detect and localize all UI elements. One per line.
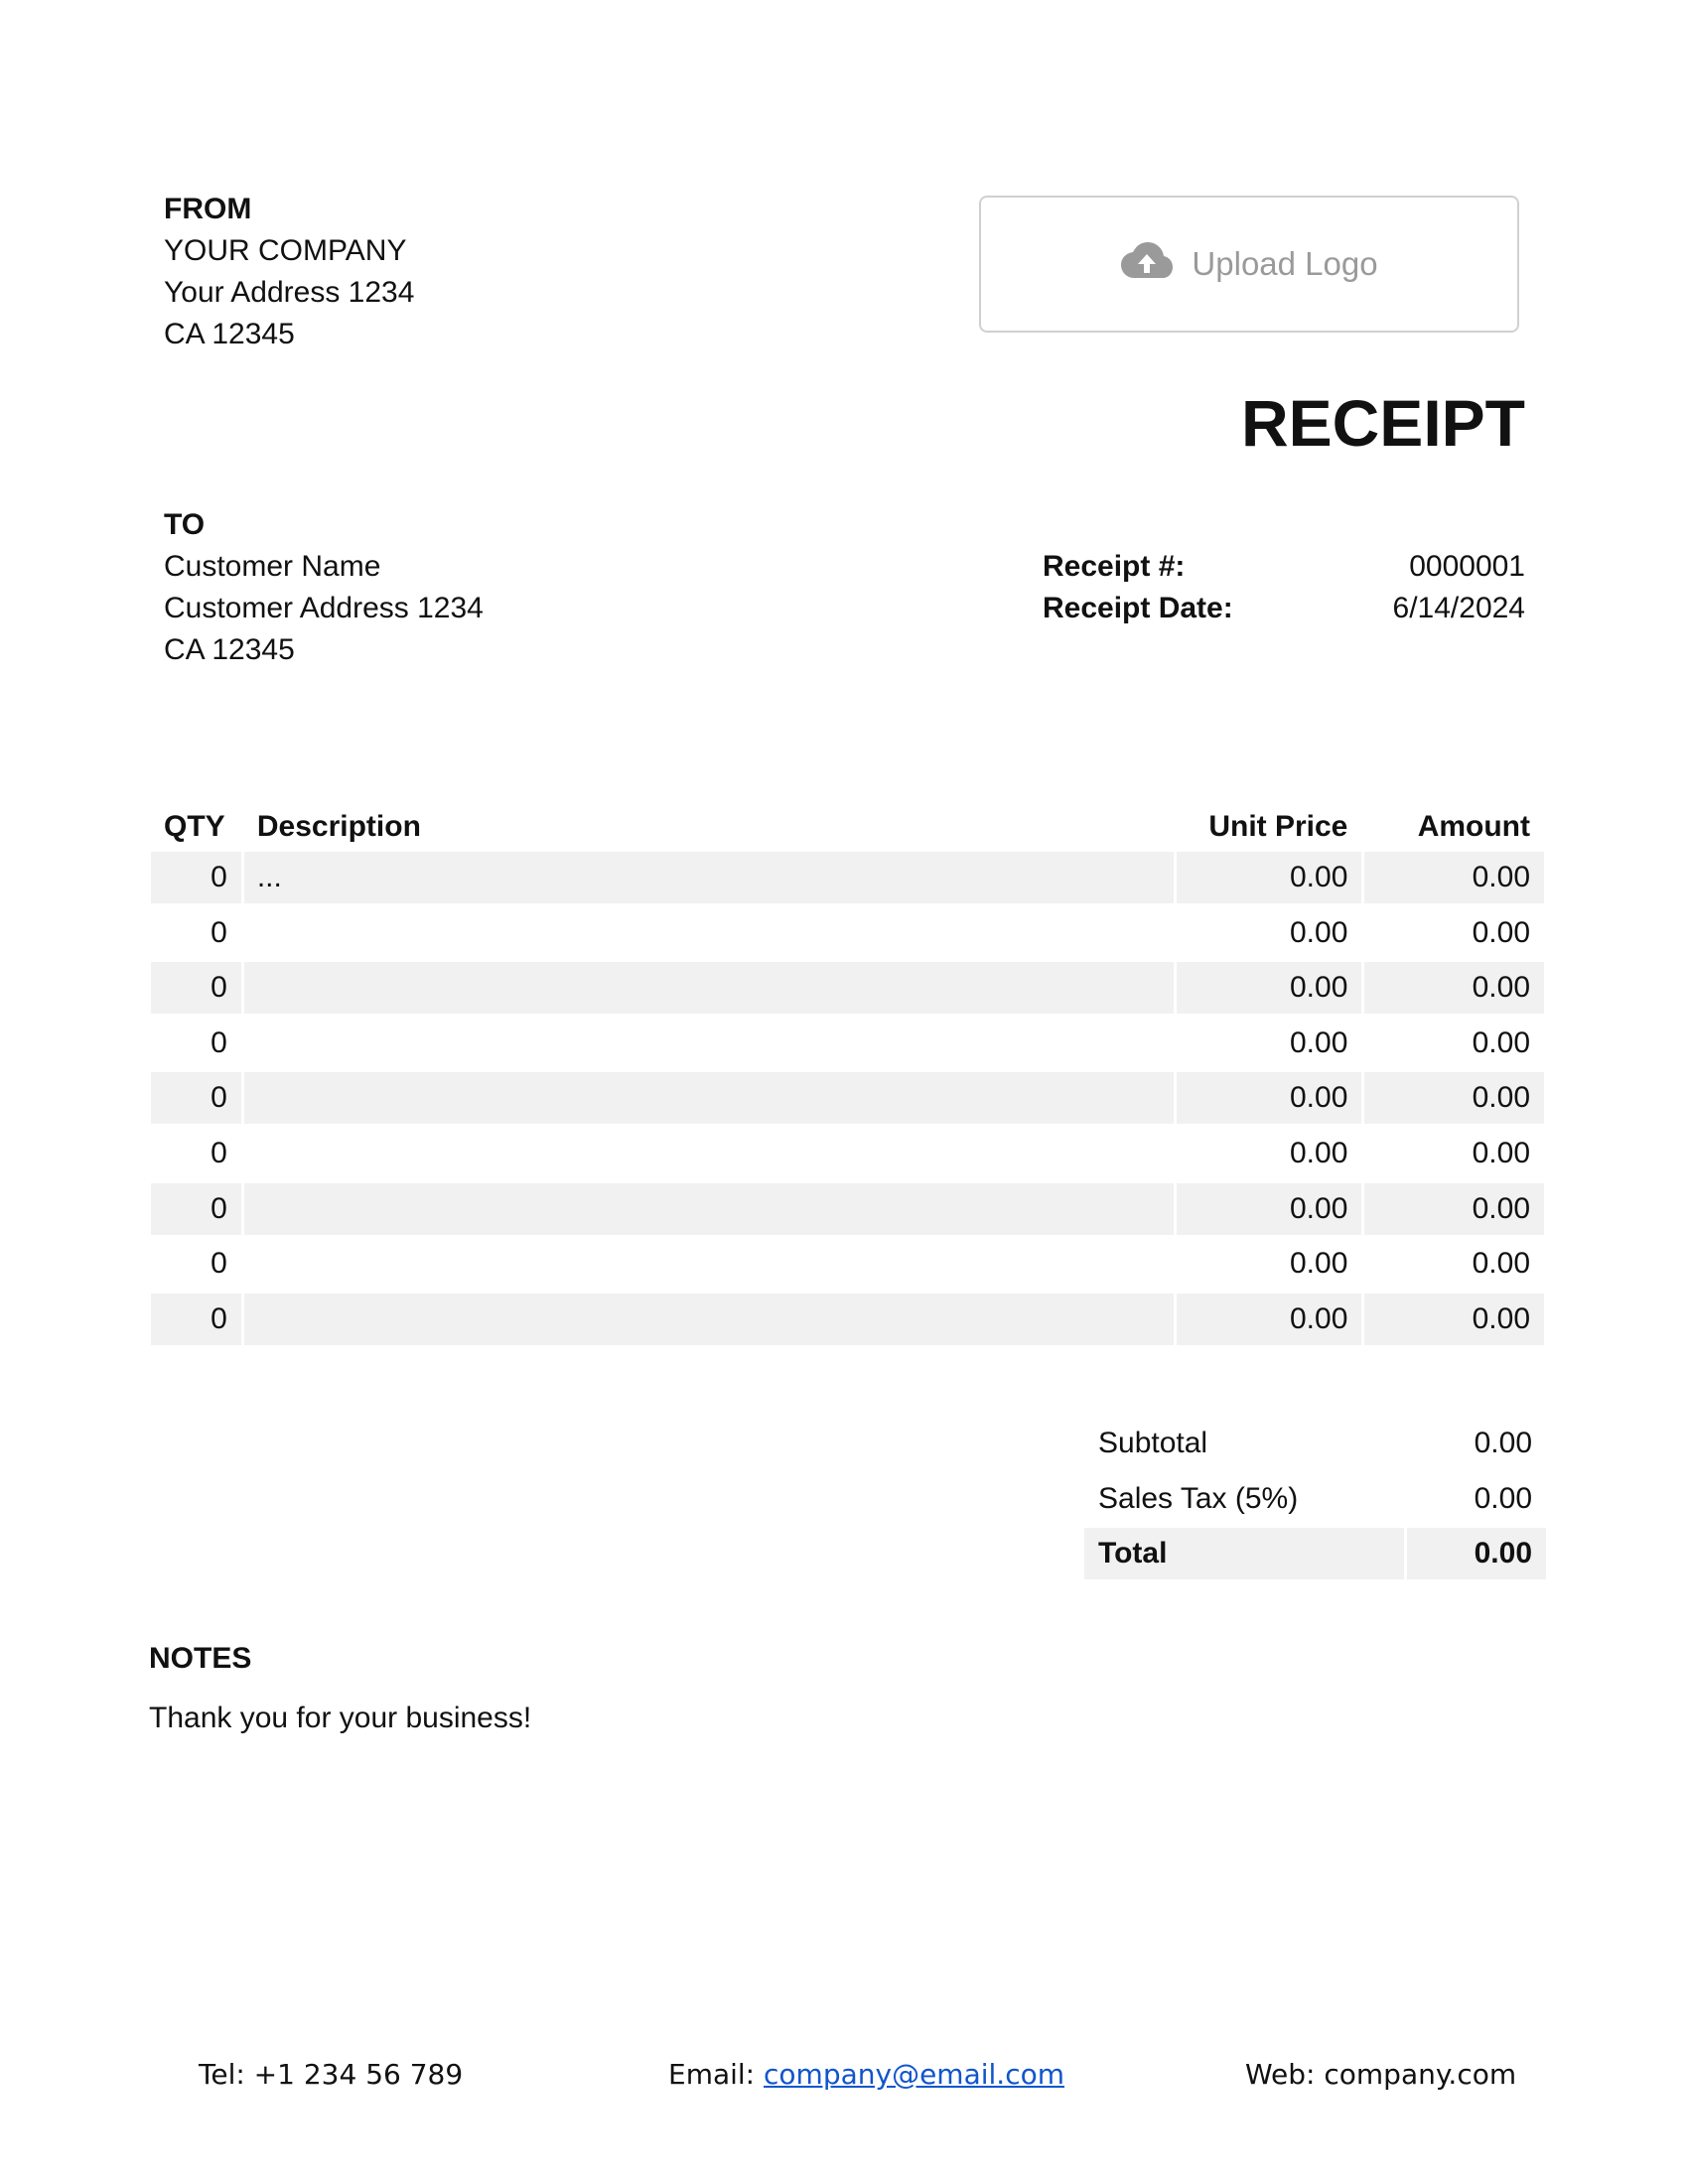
unit-price-cell[interactable]: 0.00 [1177, 852, 1362, 903]
total-row [1084, 1528, 1546, 1579]
footer-web: Web: company.com [1245, 2058, 1517, 2091]
description-cell[interactable]: ... [244, 852, 1174, 903]
notes-label: NOTES [149, 1642, 252, 1675]
qty-cell[interactable]: 0 [151, 1072, 241, 1124]
cloud-upload-icon [1120, 240, 1174, 288]
amount-cell[interactable]: 0.00 [1472, 915, 1530, 949]
header-unit-price: Unit Price [1208, 810, 1348, 843]
footer-tel: Tel: +1 234 56 789 [199, 2058, 464, 2091]
description-cell[interactable] [244, 1238, 1174, 1290]
unit-price-cell[interactable]: 0.00 [1177, 962, 1362, 1014]
notes-text: Thank you for your business! [149, 1702, 532, 1734]
unit-price-cell[interactable]: 0.00 [1289, 1136, 1348, 1169]
table-row [151, 1072, 1544, 1124]
description-cell[interactable] [244, 1183, 1174, 1235]
qty-cell[interactable]: 0 [151, 852, 241, 903]
amount-cell[interactable]: 0.00 [1472, 1136, 1530, 1169]
customer-name: Customer Name [164, 550, 381, 583]
table-row [151, 1238, 1544, 1290]
header-qty: QTY [164, 810, 225, 843]
from-label: FROM [164, 193, 252, 225]
amount-cell[interactable]: 0.00 [1364, 1072, 1544, 1124]
total-value: 0.00 [1407, 1528, 1546, 1579]
from-city: CA 12345 [164, 318, 295, 350]
description-cell[interactable] [244, 1018, 1174, 1069]
unit-price-cell[interactable]: 0.00 [1289, 1025, 1348, 1059]
unit-price-cell[interactable]: 0.00 [1289, 915, 1348, 949]
table-row [151, 962, 1544, 1014]
table-row [151, 1294, 1544, 1345]
unit-price-cell[interactable]: 0.00 [1177, 1072, 1362, 1124]
qty-cell[interactable]: 0 [211, 1025, 227, 1059]
receipt-number-value: 0000001 [1409, 550, 1525, 583]
to-block [164, 504, 484, 671]
header-description: Description [256, 810, 421, 843]
table-row [151, 1183, 1544, 1235]
qty-cell[interactable]: 0 [151, 1183, 241, 1235]
amount-cell[interactable]: 0.00 [1364, 962, 1544, 1014]
receipt-date-label: Receipt Date: [1043, 592, 1233, 624]
receipt-date-row [1043, 588, 1525, 629]
notes-block [149, 1638, 531, 1739]
footer-email [668, 2058, 1064, 2091]
receipt-meta [1043, 546, 1525, 629]
amount-cell[interactable]: 0.00 [1364, 852, 1544, 903]
upload-logo-button[interactable] [979, 196, 1519, 333]
amount-cell[interactable]: 0.00 [1472, 1247, 1530, 1281]
customer-city: CA 12345 [164, 633, 295, 666]
qty-cell[interactable]: 0 [211, 1136, 227, 1169]
footer-email-label: Email: [668, 2058, 765, 2091]
upload-logo-label: Upload Logo [1192, 245, 1378, 282]
items-table [151, 802, 1544, 1348]
receipt-number-row [1043, 546, 1525, 588]
amount-cell[interactable]: 0.00 [1472, 1025, 1530, 1059]
description-cell[interactable] [244, 1294, 1174, 1345]
table-row [151, 1018, 1544, 1069]
table-row [151, 907, 1544, 959]
description-cell[interactable] [244, 1128, 1174, 1179]
totals-block [1084, 1418, 1546, 1583]
unit-price-cell[interactable]: 0.00 [1177, 1294, 1362, 1345]
amount-cell[interactable]: 0.00 [1364, 1294, 1544, 1345]
description-cell[interactable] [244, 962, 1174, 1014]
subtotal-label: Subtotal [1098, 1427, 1208, 1459]
subtotal-value: 0.00 [1474, 1427, 1532, 1459]
header-amount: Amount [1417, 810, 1530, 843]
items-header [151, 802, 1544, 852]
customer-address: Customer Address 1234 [164, 592, 484, 624]
tax-row [1084, 1473, 1546, 1525]
total-label: Total [1084, 1528, 1404, 1579]
qty-cell[interactable]: 0 [211, 915, 227, 949]
description-cell[interactable] [244, 1072, 1174, 1124]
table-row [151, 1128, 1544, 1179]
tax-label: Sales Tax (5%) [1098, 1481, 1299, 1515]
unit-price-cell[interactable]: 0.00 [1289, 1247, 1348, 1281]
description-cell[interactable] [244, 907, 1174, 959]
footer-email-link[interactable]: company@email.com [764, 2058, 1064, 2091]
receipt-number-label: Receipt #: [1043, 550, 1186, 583]
qty-cell[interactable]: 0 [151, 962, 241, 1014]
receipt-date-value: 6/14/2024 [1392, 592, 1525, 624]
from-address: Your Address 1234 [164, 276, 415, 309]
from-company: YOUR COMPANY [164, 234, 407, 267]
tax-value: 0.00 [1474, 1481, 1532, 1515]
amount-cell[interactable]: 0.00 [1364, 1183, 1544, 1235]
table-row [151, 852, 1544, 903]
from-block [164, 189, 414, 355]
unit-price-cell[interactable]: 0.00 [1177, 1183, 1362, 1235]
qty-cell[interactable]: 0 [151, 1294, 241, 1345]
qty-cell[interactable]: 0 [211, 1247, 227, 1281]
document-title: RECEIPT [1240, 386, 1525, 460]
to-label: TO [164, 508, 206, 541]
subtotal-row [1084, 1418, 1546, 1469]
